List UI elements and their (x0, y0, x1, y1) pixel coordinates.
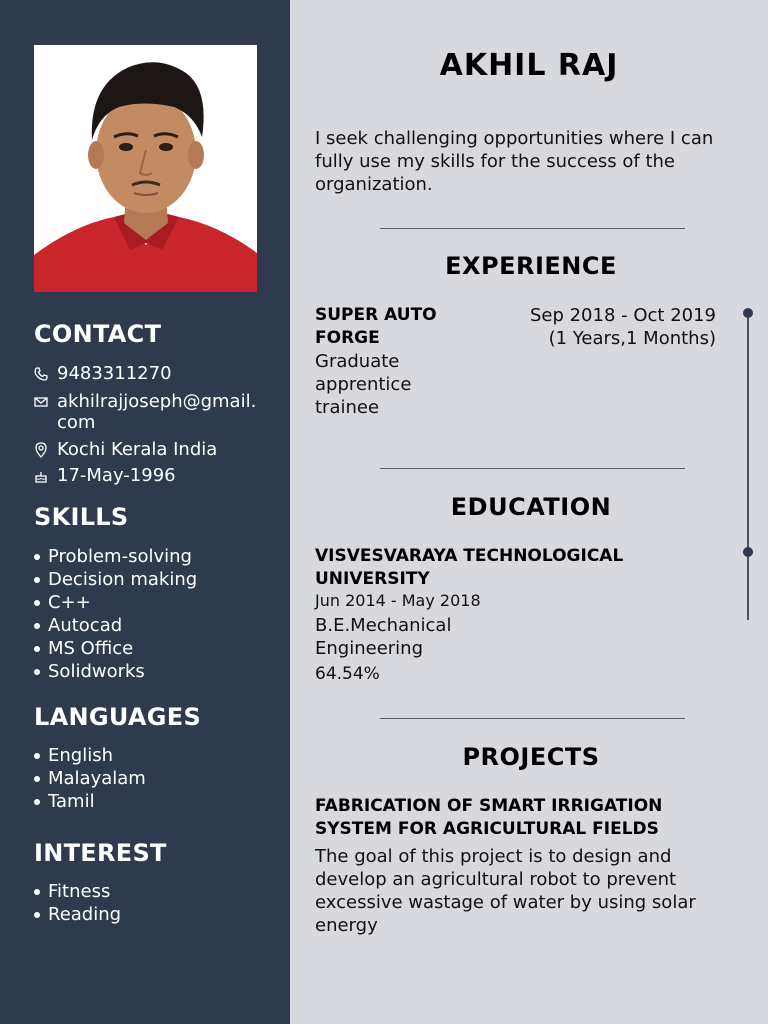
dob-text: 17-May-1996 (57, 465, 176, 486)
experience-heading: EXPERIENCE (445, 252, 617, 280)
contact-location (34, 439, 257, 460)
divider (380, 468, 685, 469)
experience-role: Graduate apprentice trainee (315, 351, 412, 418)
list-item: MS Office (34, 637, 197, 660)
experience-duration: (1 Years,1 Months) (548, 328, 716, 349)
education-degree: B.E.Mechanical Engineering (315, 615, 452, 659)
mail-icon (34, 391, 52, 412)
education-heading: EDUCATION (450, 493, 612, 521)
interest-list (34, 880, 121, 926)
skills-list (34, 545, 197, 683)
languages-heading: LANGUAGES (34, 703, 202, 731)
email-text: akhilrajjoseph@gmail.com (57, 391, 257, 433)
contact-email (34, 391, 257, 433)
list-item: Tamil (34, 790, 146, 813)
timeline-dot (743, 308, 753, 318)
timeline-dot (743, 547, 753, 557)
location-text: Kochi Kerala India (57, 439, 218, 460)
education-school: VISVESVARAYA TECHNOLOGICAL UNIVERSITY (315, 546, 624, 589)
contact-dob (34, 465, 257, 486)
timeline-line (747, 313, 749, 620)
list-item: Malayalam (34, 767, 146, 790)
skills-heading: SKILLS (34, 503, 129, 531)
education-score: 64.54% (315, 664, 380, 684)
profile-photo-illustration (34, 45, 257, 292)
experience-company: SUPER AUTO FORGE (315, 305, 437, 348)
experience-dates: Sep 2018 - Oct 2019 (529, 305, 716, 326)
list-item: Solidworks (34, 660, 197, 683)
experience-dates-block (530, 304, 716, 350)
phone-text: 9483311270 (57, 363, 172, 384)
divider (380, 718, 685, 719)
project-title: FABRICATION OF SMART IRRIGATION SYSTEM FOR AGRICULTURAL FIELDS (315, 796, 663, 839)
birthday-cake-icon (34, 465, 52, 486)
list-item: Autocad (34, 614, 197, 637)
interest-heading: INTEREST (34, 839, 167, 867)
objective-text: I seek challenging opportunities where I can fully use my skills for the success of the organization. (315, 128, 714, 195)
contact-phone (34, 363, 257, 384)
contact-heading: CONTACT (34, 320, 162, 348)
location-pin-icon (34, 439, 52, 460)
candidate-name: AKHIL RAJ (439, 48, 619, 83)
list-item: Reading (34, 903, 121, 926)
phone-icon (34, 363, 52, 384)
languages-list (34, 744, 146, 813)
education-dates: Jun 2014 - May 2018 (315, 591, 481, 610)
list-item: Fitness (34, 880, 121, 903)
list-item: English (34, 744, 146, 767)
profile-photo (34, 45, 257, 292)
list-item: C++ (34, 591, 197, 614)
list-item: Problem-solving (34, 545, 197, 568)
projects-heading: PROJECTS (462, 743, 600, 771)
divider (380, 228, 685, 229)
project-description: The goal of this project is to design and develop an agricultural robot to prevent excessive wastage of water by using solar energy (315, 846, 696, 936)
list-item: Decision making (34, 568, 197, 591)
